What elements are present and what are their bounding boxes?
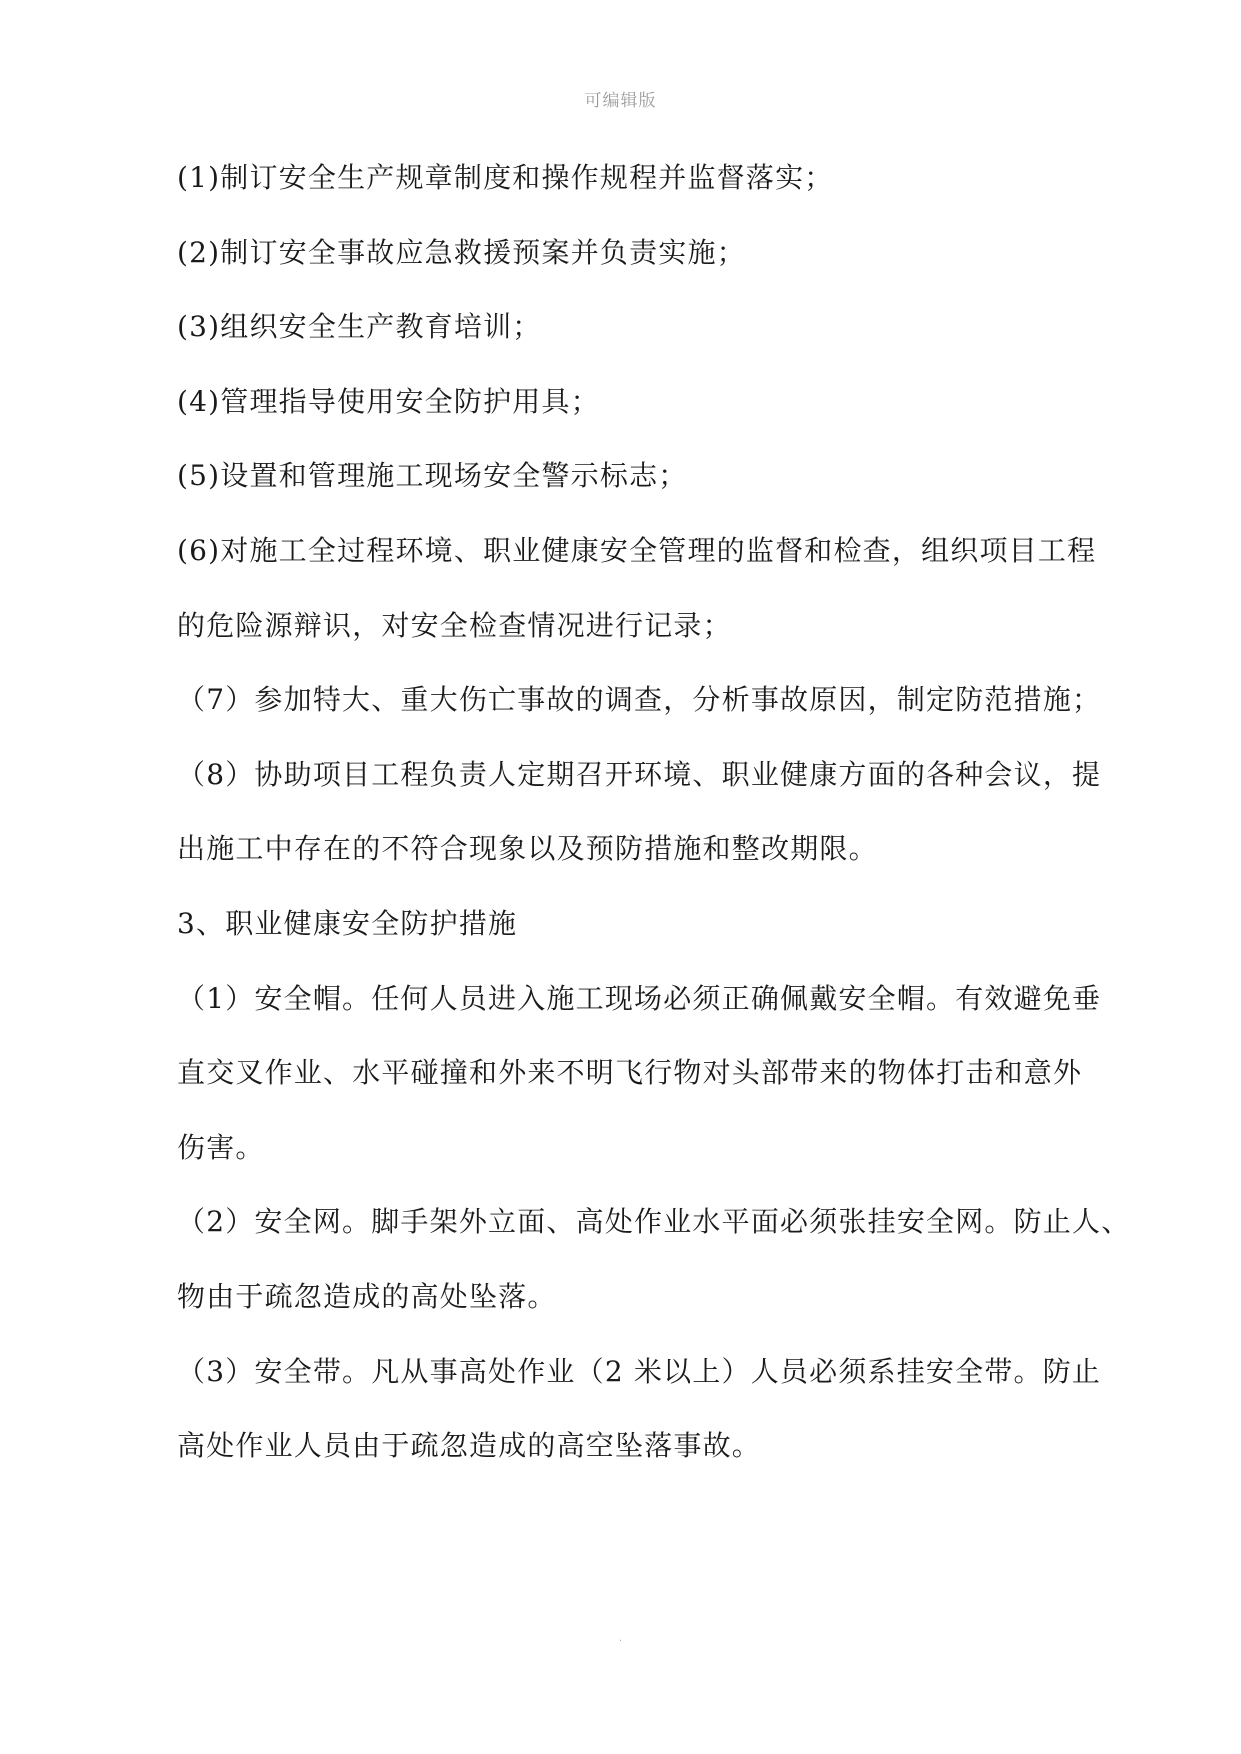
page-header: 可编辑版 xyxy=(584,91,657,111)
text-line: 伤害。 xyxy=(177,1130,265,1164)
text-line: （3）安全带。凡从事高处作业（2 米以上）人员必须系挂安全带。防止 xyxy=(177,1354,1102,1388)
text-line: (6)对施工全过程环境、职业健康安全管理的监督和检查，组织项目工程 xyxy=(177,533,1097,567)
text-line: (2)制订安全事故应急救援预案并负责实施； xyxy=(177,235,746,269)
section-heading: 3、职业健康安全防护措施 xyxy=(177,906,518,940)
text-line: 出施工中存在的不符合现象以及预防措施和整改期限。 xyxy=(177,832,878,866)
text-line: （1）安全帽。任何人员进入施工现场必须正确佩戴安全帽。有效避免垂 xyxy=(177,981,1102,1015)
text-line: （2）安全网。脚手架外立面、高处作业水平面必须张挂安全网。防止人、 xyxy=(177,1205,1131,1239)
text-line: 的危险源辩识，对安全检查情况进行记录； xyxy=(177,608,732,642)
text-line: 物由于疏忽造成的高处坠落。 xyxy=(177,1279,557,1313)
text-line: (3)组织安全生产教育培训； xyxy=(177,310,542,344)
text-line: (5)设置和管理施工现场安全警示标志； xyxy=(177,459,688,493)
text-line: （7）参加特大、重大伤亡事故的调查，分析事故原因，制定防范措施； xyxy=(177,683,1102,717)
document-body xyxy=(177,158,1131,1501)
text-line: 直交叉作业、水平碰撞和外来不明飞行物对头部带来的物体打击和意外 xyxy=(177,1056,1083,1090)
text-line: （8）协助项目工程负责人定期召开环境、职业健康方面的各种会议，提 xyxy=(177,757,1102,791)
text-line: 高处作业人员由于疏忽造成的高空坠落事故。 xyxy=(177,1429,762,1463)
text-line: (1)制订安全生产规章制度和操作规程并监督落实； xyxy=(177,161,834,194)
page-footer-mark: . xyxy=(618,1633,623,1644)
text-line: (4)管理指导使用安全防护用具； xyxy=(177,384,600,418)
